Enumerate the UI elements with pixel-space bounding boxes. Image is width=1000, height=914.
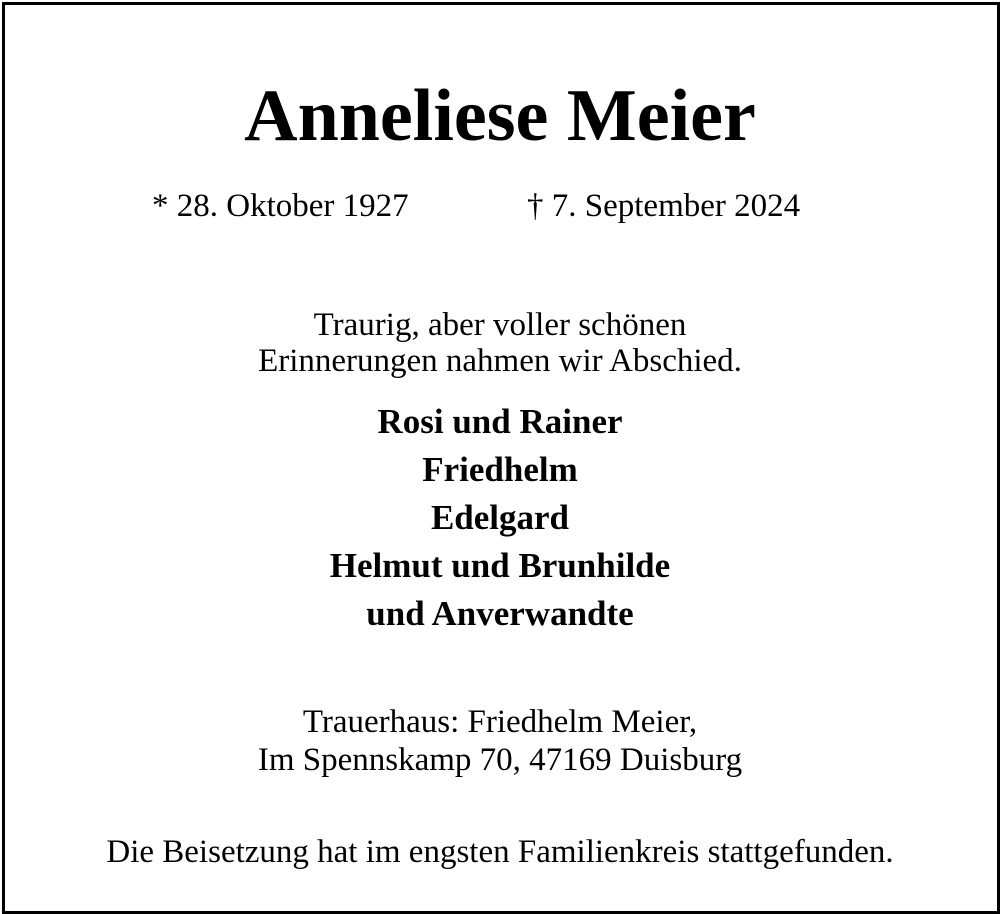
mourning-verse-line: Traurig, aber voller schönen: [313, 307, 687, 343]
death-date: † 7. September 2024: [527, 188, 801, 224]
burial-note: Die Beisetzung hat im engsten Familienkreis stattgefunden.: [106, 834, 894, 870]
deceased-name: Anneliese Meier: [244, 75, 756, 157]
mourner-name: Helmut und Brunhilde: [329, 546, 671, 585]
mourning-verse-line: Erinnerungen nahmen wir Abschied.: [258, 343, 742, 379]
mourner-name: Friedhelm: [422, 450, 578, 489]
mourner-name: Edelgard: [430, 498, 570, 537]
mourner-name: und Anverwandte: [366, 594, 634, 633]
mourning-house-line: Trauerhaus: Friedhelm Meier,: [302, 704, 698, 740]
mourner-name: Rosi und Rainer: [377, 402, 623, 441]
mourning-house-address: Im Spennskamp 70, 47169 Duisburg: [257, 742, 743, 778]
birth-date: * 28. Oktober 1927: [152, 188, 409, 224]
